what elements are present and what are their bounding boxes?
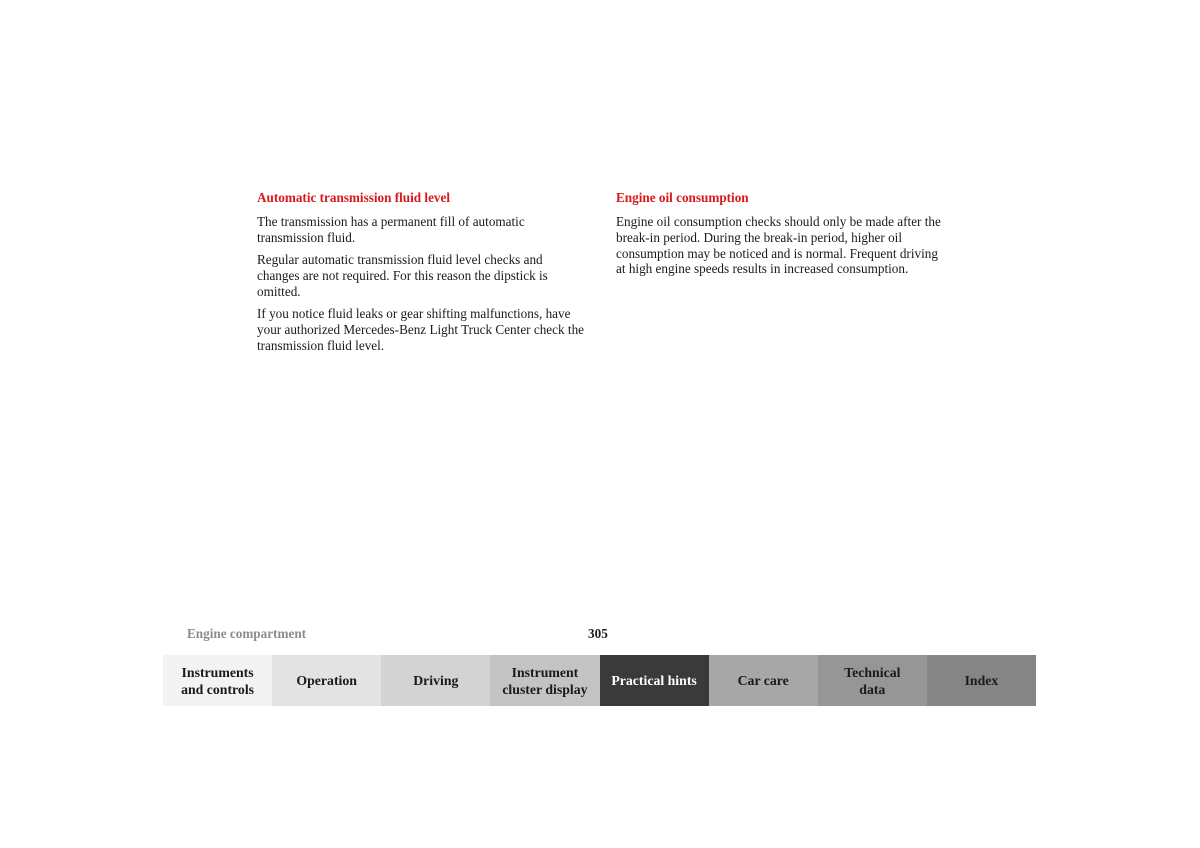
tab-technical-data[interactable]: Technical data: [818, 655, 927, 706]
tab-car-care[interactable]: Car care: [709, 655, 818, 706]
chapter-tab-bar: [163, 655, 1036, 706]
paragraph: The transmission has a permanent fill of automatic transmission fluid.: [257, 214, 525, 245]
tab-instruments-and-controls[interactable]: Instruments and controls: [163, 655, 272, 706]
tab-instrument-cluster-display[interactable]: Instrument cluster display: [490, 655, 599, 706]
section-heading-transmission-fluid: Automatic transmission fluid level: [257, 190, 451, 205]
tab-operation[interactable]: Operation: [272, 655, 381, 706]
paragraph: Regular automatic transmission fluid level checks and changes are not required. For this reason the dipstick is omitted.: [257, 252, 548, 299]
right-column: [616, 188, 946, 284]
tab-index[interactable]: Index: [927, 655, 1036, 706]
tab-practical-hints[interactable]: Practical hints: [600, 655, 709, 706]
page-number: 305: [588, 626, 608, 641]
section-heading-oil-consumption: Engine oil consumption: [616, 190, 749, 205]
paragraph: If you notice fluid leaks or gear shifting malfunctions, have your authorized Mercedes-Benz Light Truck Center check the transmission fluid level.: [257, 305, 585, 353]
footer-section-title: Engine compartment: [187, 626, 307, 641]
left-column: [257, 188, 587, 360]
tab-driving[interactable]: Driving: [381, 655, 490, 706]
paragraph: Engine oil consumption checks should only be made after the break-in period. During the break-in period, higher oil consumption may be noticed and is normal. Frequent driving at high engine speeds results in increased consumption.: [616, 214, 941, 277]
